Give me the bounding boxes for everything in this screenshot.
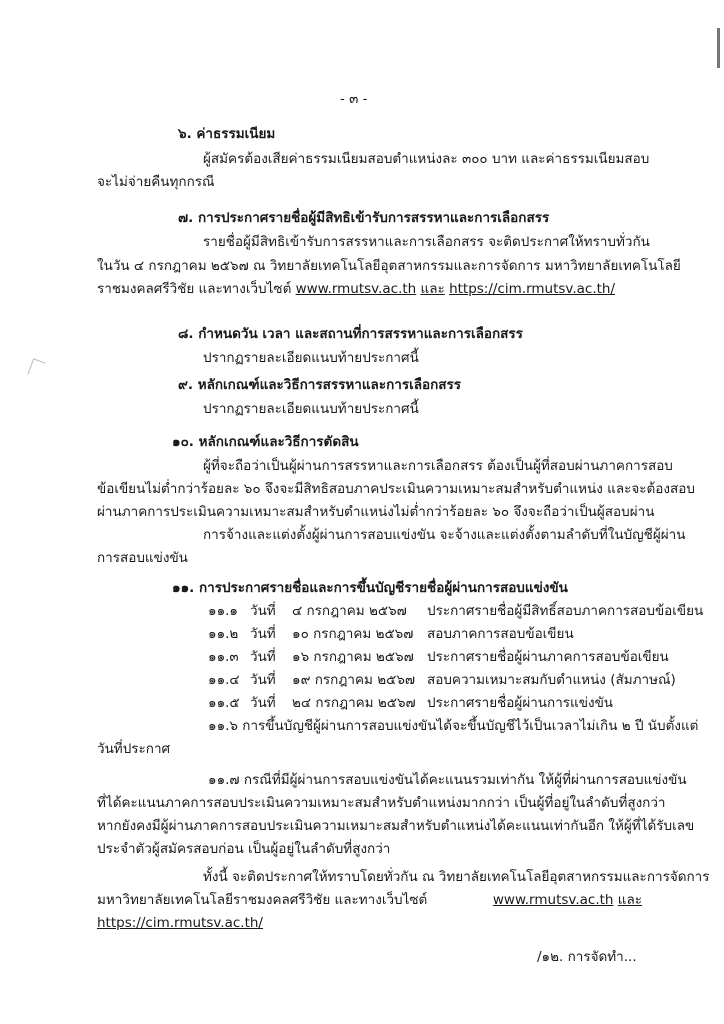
s8-line1: ปรากฏรายละเอียดแนบท้ายประกาศนี้ [203,350,419,366]
schedule-date: ๒๔ กรกฎาคม ๒๕๖๗ [292,695,416,711]
schedule-day: วันที่ [250,626,276,642]
website-link[interactable]: www.rmutsv.ac.th [295,281,417,297]
s7-heading: ๗. การประกาศรายชื่อผู้มีสิทธิเข้ารับการสรรหาและการเลือกสรร [178,210,550,226]
cim-website-link[interactable]: https://cim.rmutsv.ac.th/ [449,281,616,297]
s11-6-line1: ๑๑.๖ การขึ้นบัญชีผู้ผ่านการสอบแข่งขันได้จะขึ้นบัญชีไว้เป็นเวลาไม่เกิน ๒ ปี นับตั้งแต่ [208,718,699,734]
s7-line1: รายชื่อผู้มีสิทธิเข้ารับการสรรหาและการเลือกสรร จะติดประกาศให้ทราบทั่วกัน [203,234,650,250]
s8-heading: ๘. กำหนดวัน เวลา และสถานที่การสรรหาและการเลือกสรร [178,326,523,342]
and-text: และ [420,281,445,297]
schedule-no: ๑๑.๒ [208,626,239,642]
s11-7-line1: ๑๑.๗ กรณีที่มีผู้ผ่านการสอบแข่งขันได้คะแนนรวมเท่ากัน ให้ผู้ที่ผ่านการสอบแข่งขัน [208,772,687,788]
schedule-day: วันที่ [250,649,276,665]
schedule-date: ๑๐ กรกฎาคม ๒๕๖๗ [292,626,414,642]
page-number: - ๓ - [340,91,368,107]
s11-6-line2: วันที่ประกาศ [97,741,171,757]
s9-heading: ๙. หลักเกณฑ์และวิธีการสรรหาและการเลือกสรร [178,377,461,393]
s10-line5: การสอบแข่งขัน [97,550,188,566]
s7-line3 [97,281,615,297]
s10-line2: ข้อเขียนไม่ต่ำกว่าร้อยละ ๖๐ จึงจะมีสิทธิสอบภาคประเมินความเหมาะสมสำหรับตำแหน่ง และจะต้องสอบ [97,481,695,497]
schedule-event: ประกาศรายชื่อผู้ผ่านการแข่งขัน [427,695,614,711]
schedule-date: ๑๙ กรกฎาคม ๒๕๖๗ [292,672,416,688]
schedule-event: ประกาศรายชื่อผู้มีสิทธิ์สอบภาคการสอบข้อเขียน [427,603,704,619]
closing-cim-link[interactable]: https://cim.rmutsv.ac.th/ [97,915,263,931]
schedule-day: วันที่ [250,603,276,619]
schedule-no: ๑๑.๑ [208,603,238,619]
s6-heading: ๖. ค่าธรรมเนียม [178,126,276,142]
schedule-event: สอบภาคการสอบข้อเขียน [427,626,574,642]
s6-line1: ผู้สมัครต้องเสียค่าธรรมเนียมสอบตำแหน่งละ ๓๐๐ บาท และค่าธรรมเนียมสอบ [203,151,650,167]
closing-line2-text: มหาวิทยาลัยเทคโนโลยีราชมงคลศรีวิชัย และทางเว็บไซต์ [97,892,428,908]
scan-edge-mark [717,28,720,68]
continuation-marker: /๑๒. การจัดทำ... [537,949,637,965]
s7-line3-text: ราชมงคลศรีวิชัย และทางเว็บไซต์ [97,281,292,297]
schedule-day: วันที่ [250,672,276,688]
schedule-event: สอบความเหมาะสมกับตำแหน่ง (สัมภาษณ์) [427,672,676,688]
schedule-event: ประกาศรายชื่อผู้ผ่านภาคการสอบข้อเขียน [427,649,669,665]
schedule-no: ๑๑.๓ [208,649,239,665]
s11-heading: ๑๑. การประกาศรายชื่อและการขึ้นบัญชีรายชื่อผู้ผ่านการสอบแข่งขัน [172,580,568,596]
closing-website-link[interactable]: www.rmutsv.ac.th [492,892,614,908]
s11-7-line4: ประจำตัวผู้สมัครสอบก่อน เป็นผู้อยู่ในลำดับที่สูงกว่า [97,841,391,857]
s7-line2: ในวัน ๔ กรกฎาคม ๒๕๖๗ ณ วิทยาลัยเทคโนโลยีอุตสาหกรรมและการจัดการ มหาวิทยาลัยเทคโนโลยี [97,258,681,274]
s11-7-line3: หากยังคงมีผู้ผ่านภาคการสอบประเมินความเหมาะสมสำหรับตำแหน่งได้คะแนนเท่ากันอีก ให้ผู้ที่ได้รับเลข [97,818,695,834]
s10-line1: ผู้ที่จะถือว่าเป็นผู้ผ่านการสรรหาและการเลือกสรร ต้องเป็นผู้ที่สอบผ่านภาคการสอบ [203,458,673,474]
s10-line3: ผ่านภาคการประเมินความเหมาะสมสำหรับตำแหน่งไม่ต่ำกว่าร้อยละ ๖๐ จึงจะถือว่าเป็นผู้สอบผ่าน [97,504,655,520]
schedule-date: ๑๖ กรกฎาคม ๒๕๖๗ [292,649,414,665]
closing-line1: ทั้งนี้ จะติดประกาศให้ทราบโดยทั่วกัน ณ วิทยาลัยเทคโนโลยีอุตสาหกรรมและการจัดการ [203,869,710,885]
schedule-no: ๑๑.๕ [208,695,240,711]
schedule-day: วันที่ [250,695,276,711]
schedule-no: ๑๑.๔ [208,672,240,688]
schedule-date: ๔ กรกฎาคม ๒๕๖๗ [292,603,407,619]
s9-line1: ปรากฏรายละเอียดแนบท้ายประกาศนี้ [203,401,419,417]
s10-heading: ๑๐. หลักเกณฑ์และวิธีการตัดสิน [172,434,359,450]
s6-line2: จะไม่จ่ายคืนทุกกรณี [97,174,215,190]
s11-7-line2: ที่ได้คะแนนภาคการสอบประเมินความเหมาะสมสำหรับตำแหน่งมากกว่า เป็นผู้ที่อยู่ในลำดับที่สูงกว่า [97,795,666,811]
closing-and-text: และ [617,892,642,908]
s10-line4: การจ้างและแต่งตั้งผู้ผ่านการสอบแข่งขัน จะจ้างและแต่งตั้งตามลำดับที่ในบัญชีผู้ผ่าน [203,527,686,543]
scan-stray-mark [27,358,45,378]
closing-line2 [97,892,642,908]
